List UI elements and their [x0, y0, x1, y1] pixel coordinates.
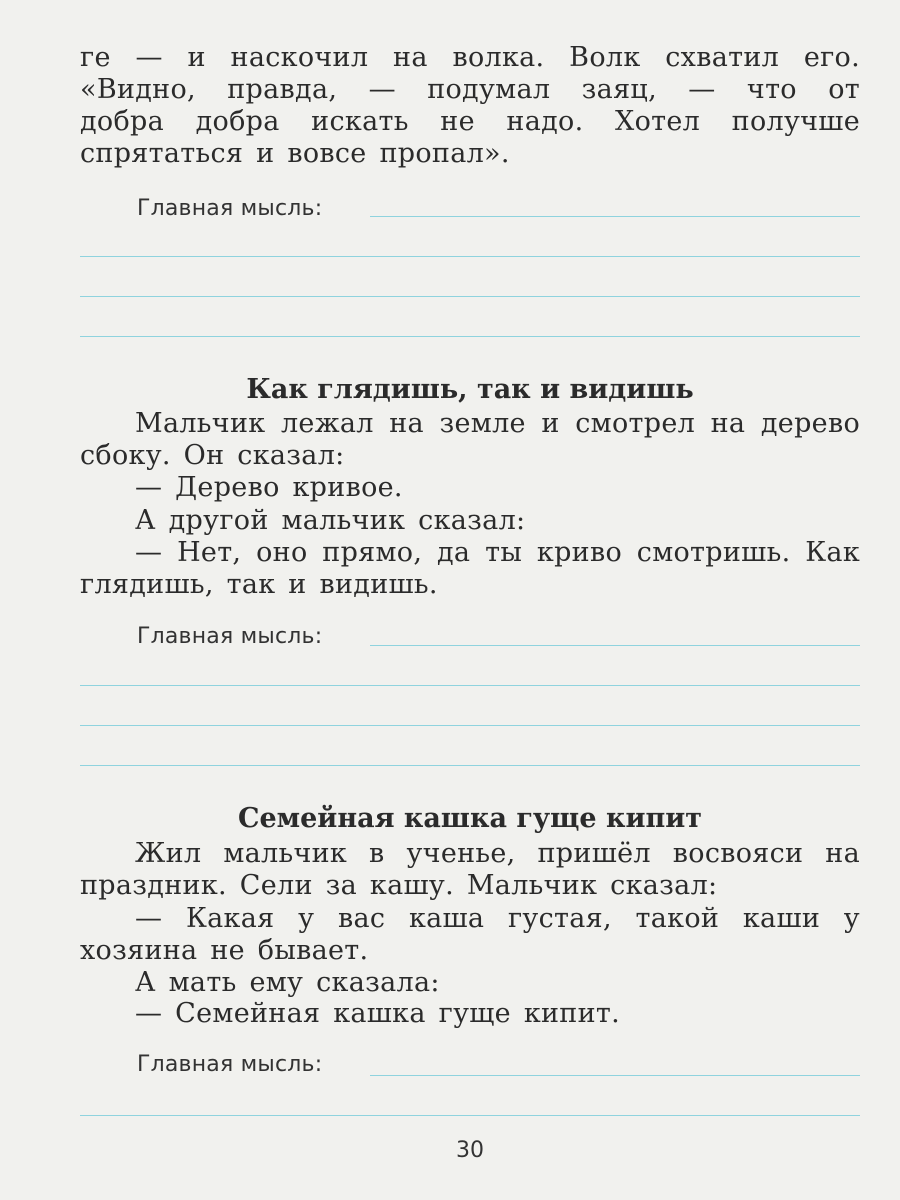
story3-paragraph: Жил мальчик в ученье, пришёл восвояси на праздник. Сели за кашу. Мальчик сказал:	[80, 838, 860, 901]
answer-line[interactable]	[80, 296, 860, 297]
answer-line[interactable]	[80, 256, 860, 257]
story-title: Как глядишь, так и видишь	[246, 374, 694, 405]
story1-line: добра добра искать не надо. Хотел получше	[80, 106, 860, 137]
answer-line[interactable]	[370, 1075, 860, 1076]
answer-line[interactable]	[370, 645, 860, 646]
story1-line: «Видно, правда, — подумал заяц, — что от	[80, 74, 860, 105]
answer-line[interactable]	[80, 765, 860, 766]
story1-ending	[80, 42, 860, 170]
story2-paragraph: — Дерево кривое.	[135, 472, 403, 503]
story3-paragraph: А мать ему сказала:	[135, 967, 440, 998]
story2-paragraph: А другой мальчик сказал:	[135, 505, 526, 536]
answer-line[interactable]	[80, 1115, 860, 1116]
story3-paragraph: — Семейная кашка гуще кипит.	[135, 998, 621, 1029]
story-title: Семейная кашка гуще кипит	[238, 803, 702, 834]
story2-paragraph: — Нет, оно прямо, да ты криво смотришь. Как глядишь, так и видишь.	[80, 537, 860, 600]
main-idea-label: Главная мысль:	[137, 196, 323, 221]
page-number: 30	[456, 1138, 484, 1163]
answer-line[interactable]	[80, 336, 860, 337]
answer-line[interactable]	[370, 216, 860, 217]
story3-paragraph: — Какая у вас каша густая, такой каши у хозяина не бывает.	[80, 903, 860, 966]
story1-line: ге — и наскочил на волка. Волк схватил его.	[80, 42, 860, 73]
answer-line[interactable]	[80, 725, 860, 726]
main-idea-label: Главная мысль:	[137, 624, 323, 649]
main-idea-label: Главная мысль:	[137, 1052, 323, 1077]
story1-line: спрятаться и вовсе пропал».	[80, 138, 510, 169]
answer-line[interactable]	[80, 685, 860, 686]
story2-paragraph: Мальчик лежал на земле и смотрел на дерево сбоку. Он сказал:	[80, 408, 860, 471]
